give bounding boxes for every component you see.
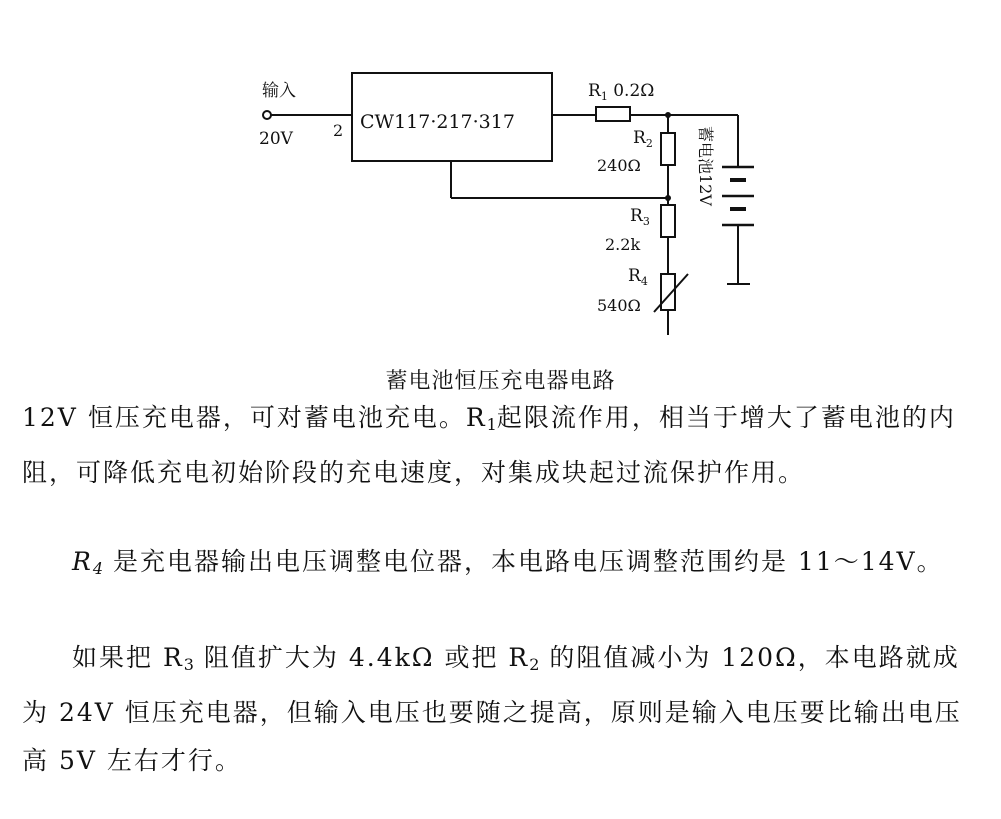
junction-dot <box>665 195 671 201</box>
paragraph-3: 如果把 $R_3$ 阻值扩大为 4.4kΩ 或把 $R_2$ 的阻值减小为 120Ω，本电路就成为 24V 恒压充电器，但输入电压也要随之提高，原则是输入电压要比输出电压高 5V 左右才行。 <box>22 643 962 775</box>
battery-symbol <box>722 167 754 225</box>
r4-value-label: 540Ω <box>597 296 641 315</box>
r1-resistor <box>596 107 630 121</box>
circuit-diagram <box>0 0 1001 360</box>
r3-value-label: 2.2k <box>605 235 641 254</box>
r4-name-label: $R_4$ <box>628 266 648 288</box>
r1-label: $R_1$ 0.2Ω <box>588 81 655 103</box>
r2-value-label: 240Ω <box>597 156 641 175</box>
figure-caption: 蓄电池恒压充电器电路 <box>385 369 616 394</box>
input-voltage-label: 20V <box>259 129 293 149</box>
r2-resistor <box>661 133 675 165</box>
paragraph-2: $R_4$ 是充电器输出电压调整电位器，本电路电压调整范围约是 11～14V。 <box>72 547 944 578</box>
r2-name-label: $R_2$ <box>633 128 653 150</box>
battery-label: 蓄电池12V <box>696 126 715 206</box>
paragraph-1: 12V 恒压充电器，可对蓄电池充电。$R_1$起限流作用，相当于增大了蓄电池的内阻，可降低充电初始阶段的充电速度，对集成块起过流保护作用。 <box>22 403 956 487</box>
ic-pin-label: 2 <box>333 121 344 140</box>
junction-dot <box>665 112 671 118</box>
input-terminal <box>263 111 271 119</box>
input-label: 输入 <box>262 81 296 101</box>
r4-adjust-arrow <box>654 274 688 312</box>
ic-label: CW117·217·317 <box>360 111 515 133</box>
r3-resistor <box>661 205 675 237</box>
r3-name-label: $R_3$ <box>630 206 650 228</box>
